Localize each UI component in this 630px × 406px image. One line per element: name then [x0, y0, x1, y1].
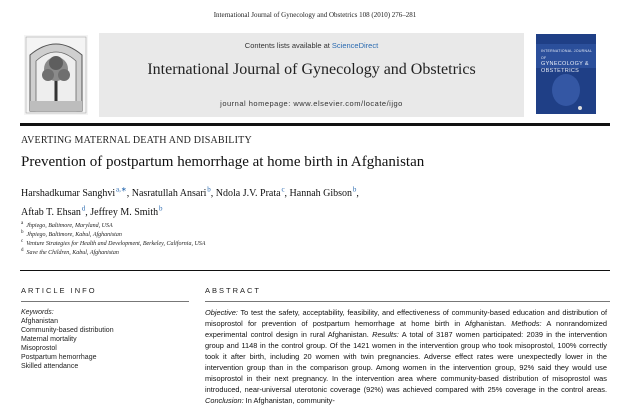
author-list [21, 183, 611, 220]
keyword[interactable]: Afghanistan [21, 318, 58, 325]
author-affiliation-mark[interactable]: c [281, 186, 285, 194]
author-affiliation-mark[interactable]: b [158, 204, 163, 213]
cover-title-line2: GYNECOLOGY & [541, 61, 589, 67]
affiliation [21, 221, 521, 229]
affiliation-mark: d [21, 248, 24, 253]
author-affiliation-mark[interactable]: b [207, 186, 211, 194]
elsevier-tree-icon [24, 35, 88, 115]
methods-text: A nonrandomized experimental control design in rural Afghanistan. [205, 319, 608, 339]
author-name: Ndola J.V. Prata [215, 188, 281, 200]
cover-title-line3: OBSTETRICS [541, 67, 580, 74]
author-name: Hannah Gibson [289, 188, 353, 200]
cover-art-icon [536, 34, 596, 114]
affiliation-text: Venture Strategies for Health and Development, Berkeley, California, USA [26, 241, 206, 247]
affiliation [21, 248, 521, 256]
keyword[interactable]: Community-based distribution [21, 327, 114, 334]
author[interactable] [21, 188, 132, 199]
abstract-header: ABSTRACT [205, 286, 262, 295]
results-label: Results: [372, 330, 399, 339]
affiliation-mark: c [21, 239, 24, 244]
abstract-text [205, 307, 607, 406]
affiliation-mark: a [21, 221, 24, 226]
author[interactable] [132, 188, 216, 199]
conclusion-text: In Afghanistan, community- [243, 396, 335, 405]
homepage-prefix: journal homepage: [220, 99, 294, 108]
contents-prefix: Contents lists available at [244, 41, 332, 50]
affiliation [21, 239, 521, 247]
abstract-rule [205, 301, 610, 302]
journal-citation: International Journal of Gynecology and Obstetrics 108 (2010) 276–281 [213, 11, 417, 19]
affiliation [21, 230, 521, 238]
author-separator: , [126, 188, 132, 200]
keyword[interactable]: Postpartum hemorrhage [21, 354, 97, 361]
cover-title-line1: INTERNATIONAL JOURNAL OF [541, 49, 593, 60]
article-title: Prevention of postpartum hemorrhage at home birth in Afghanistan [21, 154, 425, 170]
author-name: Nasratullah Ansari [131, 188, 207, 200]
journal-cover-image [536, 34, 596, 114]
author[interactable] [290, 188, 359, 199]
author-name: Aftab T. Ehsan [21, 206, 81, 218]
journal-homepage-line [99, 99, 524, 108]
author[interactable] [216, 188, 290, 199]
author-name: Harshadkumar Sanghvi [21, 188, 116, 200]
methods-label: Methods: [511, 319, 542, 328]
article-info-header: ARTICLE INFO [21, 286, 97, 295]
author-separator: , [210, 188, 216, 200]
sciencedirect-link[interactable]: ScienceDirect [331, 41, 379, 50]
cover-title [541, 48, 593, 74]
author-separator: , [356, 188, 359, 200]
author-affiliation-mark[interactable]: d [81, 204, 86, 213]
keyword[interactable]: Misoprostol [21, 345, 57, 352]
affiliation-text: Jhpiego, Baltimore, Kabul, Afghanistan [26, 232, 122, 238]
article-section: AVERTING MATERNAL DEATH AND DISABILITY [21, 135, 252, 146]
affiliation-text: Jhpiego, Baltimore, Maryland, USA [26, 223, 113, 229]
article-info-rule [21, 301, 189, 302]
affiliations-rule [20, 270, 610, 271]
elsevier-logo [24, 35, 88, 115]
contents-line [99, 41, 524, 50]
affiliation-text: Save the Children, Kabul, Afghanistan [26, 250, 119, 256]
author-affiliation-mark[interactable]: b [352, 186, 357, 194]
keyword[interactable]: Skilled attendance [21, 363, 79, 370]
keyword[interactable]: Maternal mortality [21, 336, 77, 343]
author[interactable] [90, 204, 163, 218]
header-rule [20, 123, 610, 126]
affiliation-mark: b [21, 230, 24, 235]
results-text: A total of 3187 women participated: 2039 in the intervention group and 1148 in the control group. Of the 1421 women in the intervention group who took misoprostol, 100% correctly took it after birth, including 20 women with twin pregnancies. Adverse effect rates were unexpectedly lower in the intervention group than in the comparison group. Among women in the intervention group, 92% said they would use misoprostol in their next pregnancy. In the intervention area where community-based distribution of misoprostol was introduced, near-universal uterotonic coverage (92%) was achieved compared with 25% coverage in the control areas. [205, 330, 607, 394]
homepage-link[interactable]: www.elsevier.com/locate/ijgo [293, 99, 403, 108]
objective-label: Objective: [205, 308, 238, 317]
author-name: Jeffrey M. Smith [90, 206, 159, 218]
keywords-label: Keywords: [21, 309, 54, 316]
author[interactable] [21, 204, 91, 218]
conclusion-label: Conclusion: [205, 396, 244, 405]
author-affiliation-mark[interactable]: a,∗ [116, 186, 127, 194]
journal-title: International Journal of Gynecology and Obstetrics [147, 61, 476, 78]
objective-text: To test the safety, acceptability, feasibility, and effectiveness of community-based education and distribution of misoprostol for prevention of postpartum hemorrhage at home birth in Afghanistan. [205, 308, 607, 328]
author-separator: , [85, 206, 91, 218]
author-separator: , [284, 188, 290, 200]
